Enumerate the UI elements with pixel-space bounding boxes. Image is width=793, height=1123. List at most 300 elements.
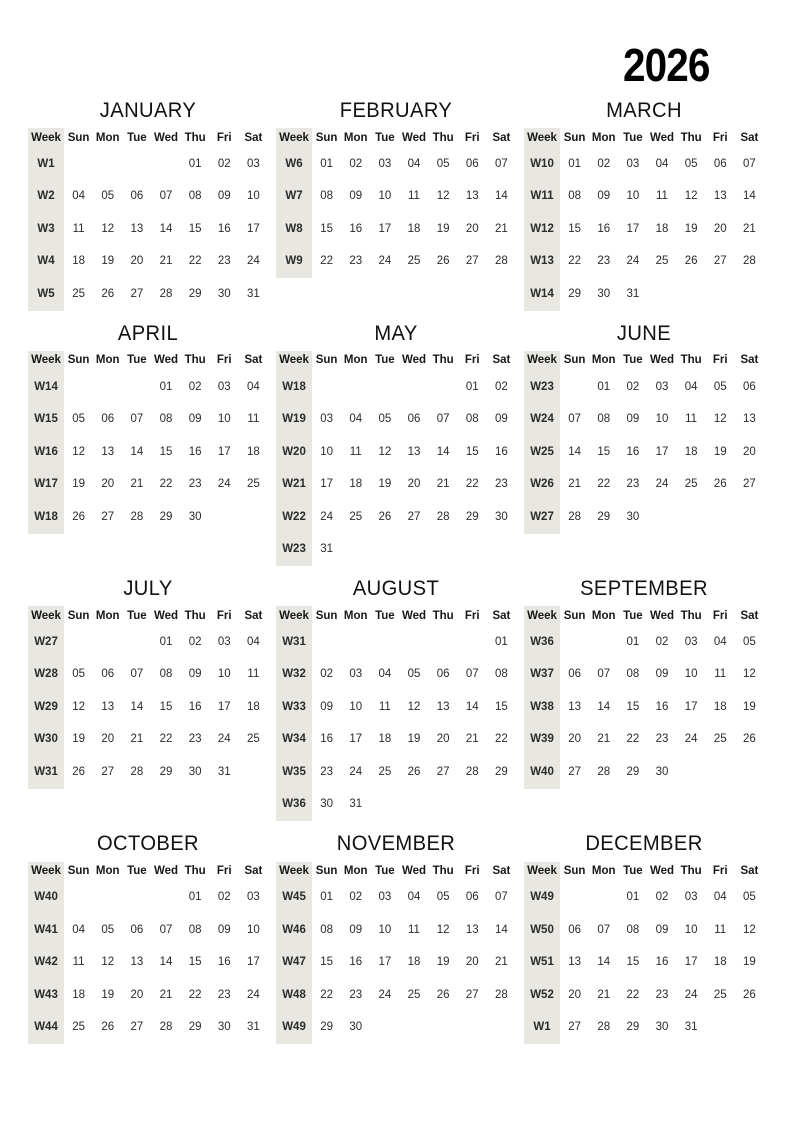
day-cell[interactable]: 07	[495, 157, 508, 170]
day-cell[interactable]: 29	[465, 510, 479, 523]
day-cell[interactable]: 18	[407, 222, 421, 235]
day-cell[interactable]: 24	[320, 510, 333, 523]
day-cell[interactable]: 23	[188, 478, 202, 490]
day-cell[interactable]: 02	[349, 891, 363, 903]
day-cell[interactable]: 11	[247, 668, 260, 681]
day-cell[interactable]: 17	[349, 733, 363, 746]
day-cell[interactable]: 29	[568, 287, 581, 300]
day-cell[interactable]: 10	[217, 413, 231, 425]
day-cell[interactable]: 05	[101, 923, 115, 936]
day-cell[interactable]: 20	[407, 478, 421, 490]
day-cell[interactable]: 05	[713, 380, 727, 393]
day-cell[interactable]: 13	[130, 222, 144, 235]
day-cell[interactable]: 02	[349, 157, 363, 170]
day-cell[interactable]: 18	[378, 733, 392, 746]
day-cell[interactable]: 30	[320, 798, 333, 811]
day-cell[interactable]: 11	[378, 700, 391, 713]
day-cell[interactable]: 21	[743, 222, 756, 235]
day-cell[interactable]: 04	[407, 891, 421, 903]
day-cell[interactable]: 02	[320, 668, 333, 681]
day-cell[interactable]: 10	[378, 190, 392, 203]
day-cell[interactable]: 16	[597, 222, 611, 235]
day-cell[interactable]: 11	[247, 413, 260, 425]
day-cell[interactable]: 26	[713, 478, 727, 490]
day-cell[interactable]: 09	[495, 413, 508, 425]
day-cell[interactable]: 05	[72, 668, 85, 681]
day-cell[interactable]: 27	[465, 255, 479, 268]
day-cell[interactable]: 19	[101, 988, 115, 1001]
day-cell[interactable]: 14	[130, 445, 144, 458]
day-cell[interactable]: 27	[743, 478, 756, 490]
day-cell[interactable]: 18	[72, 255, 85, 268]
day-cell[interactable]: 07	[568, 413, 581, 425]
day-cell[interactable]: 20	[465, 222, 479, 235]
day-cell[interactable]: 30	[349, 1021, 363, 1033]
day-cell[interactable]: 31	[320, 543, 333, 555]
day-cell[interactable]: 27	[465, 988, 479, 1001]
day-cell[interactable]: 15	[320, 956, 333, 968]
day-cell[interactable]: 16	[495, 445, 508, 458]
day-cell[interactable]: 02	[188, 380, 202, 393]
day-cell[interactable]: 03	[684, 891, 698, 903]
day-cell[interactable]: 09	[188, 413, 202, 425]
day-cell[interactable]: 03	[626, 157, 640, 170]
day-cell[interactable]: 21	[465, 733, 479, 746]
day-cell[interactable]: 26	[684, 255, 698, 268]
day-cell[interactable]: 26	[743, 988, 756, 1001]
day-cell[interactable]: 25	[684, 478, 698, 490]
day-cell[interactable]: 20	[101, 478, 115, 490]
day-cell[interactable]: 12	[436, 923, 450, 936]
day-cell[interactable]: 29	[626, 1021, 640, 1033]
day-cell[interactable]: 23	[655, 733, 669, 746]
day-cell[interactable]: 17	[626, 222, 640, 235]
day-cell[interactable]: 30	[495, 510, 508, 523]
day-cell[interactable]: 10	[247, 923, 260, 936]
day-cell[interactable]: 07	[465, 668, 479, 681]
day-cell[interactable]: 25	[713, 988, 727, 1001]
day-cell[interactable]: 14	[568, 445, 581, 458]
day-cell[interactable]: 12	[743, 923, 756, 936]
day-cell[interactable]: 20	[568, 988, 581, 1001]
day-cell[interactable]: 21	[159, 988, 173, 1001]
day-cell[interactable]: 14	[159, 222, 173, 235]
day-cell[interactable]: 13	[130, 956, 144, 968]
day-cell[interactable]: 20	[130, 255, 144, 268]
day-cell[interactable]: 28	[465, 765, 479, 778]
day-cell[interactable]: 16	[217, 956, 231, 968]
day-cell[interactable]: 24	[655, 478, 669, 490]
day-cell[interactable]: 04	[247, 635, 260, 648]
day-cell[interactable]: 15	[626, 700, 640, 713]
day-cell[interactable]: 24	[247, 988, 260, 1001]
day-cell[interactable]: 17	[655, 445, 669, 458]
day-cell[interactable]: 25	[72, 1021, 85, 1033]
day-cell[interactable]: 09	[320, 700, 333, 713]
day-cell[interactable]: 24	[247, 255, 260, 268]
day-cell[interactable]: 21	[495, 222, 508, 235]
day-cell[interactable]: 25	[407, 988, 421, 1001]
day-cell[interactable]: 31	[217, 765, 231, 778]
day-cell[interactable]: 29	[495, 765, 508, 778]
day-cell[interactable]: 02	[217, 891, 231, 903]
day-cell[interactable]: 29	[159, 765, 173, 778]
day-cell[interactable]: 28	[130, 510, 144, 523]
day-cell[interactable]: 07	[743, 157, 756, 170]
day-cell[interactable]: 28	[597, 765, 611, 778]
day-cell[interactable]: 07	[597, 923, 611, 936]
day-cell[interactable]: 04	[713, 635, 727, 648]
day-cell[interactable]: 02	[495, 380, 508, 393]
day-cell[interactable]: 23	[655, 988, 669, 1001]
day-cell[interactable]: 29	[188, 287, 202, 300]
day-cell[interactable]: 10	[320, 445, 333, 458]
day-cell[interactable]: 15	[159, 445, 173, 458]
day-cell[interactable]: 22	[597, 478, 611, 490]
day-cell[interactable]: 28	[130, 765, 144, 778]
day-cell[interactable]: 29	[320, 1021, 333, 1033]
day-cell[interactable]: 28	[568, 510, 581, 523]
day-cell[interactable]: 26	[378, 510, 392, 523]
day-cell[interactable]: 31	[626, 287, 640, 300]
day-cell[interactable]: 18	[713, 700, 727, 713]
day-cell[interactable]: 09	[655, 668, 669, 681]
day-cell[interactable]: 15	[626, 956, 640, 968]
day-cell[interactable]: 28	[597, 1021, 611, 1033]
day-cell[interactable]: 24	[217, 733, 231, 746]
day-cell[interactable]: 22	[320, 988, 333, 1001]
day-cell[interactable]: 12	[713, 413, 727, 425]
day-cell[interactable]: 15	[465, 445, 479, 458]
day-cell[interactable]: 04	[407, 157, 421, 170]
day-cell[interactable]: 23	[217, 988, 231, 1001]
day-cell[interactable]: 31	[684, 1021, 698, 1033]
day-cell[interactable]: 05	[436, 157, 450, 170]
day-cell[interactable]: 04	[247, 380, 260, 393]
day-cell[interactable]: 03	[684, 635, 698, 648]
day-cell[interactable]: 01	[159, 635, 173, 648]
day-cell[interactable]: 06	[713, 157, 727, 170]
day-cell[interactable]: 03	[247, 157, 260, 170]
day-cell[interactable]: 17	[378, 222, 392, 235]
day-cell[interactable]: 13	[407, 445, 421, 458]
day-cell[interactable]: 25	[247, 478, 260, 490]
day-cell[interactable]: 08	[159, 668, 173, 681]
day-cell[interactable]: 17	[247, 222, 260, 235]
day-cell[interactable]: 19	[378, 478, 392, 490]
day-cell[interactable]: 08	[320, 923, 333, 936]
day-cell[interactable]: 04	[72, 923, 85, 936]
day-cell[interactable]: 26	[101, 1021, 115, 1033]
day-cell[interactable]: 03	[349, 668, 363, 681]
day-cell[interactable]: 24	[378, 988, 392, 1001]
day-cell[interactable]: 23	[349, 988, 363, 1001]
day-cell[interactable]: 19	[72, 478, 85, 490]
day-cell[interactable]: 16	[349, 222, 363, 235]
day-cell[interactable]: 01	[626, 635, 640, 648]
day-cell[interactable]: 18	[349, 478, 363, 490]
day-cell[interactable]: 29	[188, 1021, 202, 1033]
day-cell[interactable]: 14	[130, 700, 144, 713]
day-cell[interactable]: 11	[714, 668, 727, 681]
day-cell[interactable]: 09	[349, 923, 363, 936]
day-cell[interactable]: 06	[436, 668, 450, 681]
day-cell[interactable]: 11	[408, 923, 420, 936]
day-cell[interactable]: 08	[320, 190, 333, 203]
day-cell[interactable]: 08	[159, 413, 173, 425]
day-cell[interactable]: 23	[320, 765, 333, 778]
day-cell[interactable]: 24	[349, 765, 363, 778]
day-cell[interactable]: 01	[159, 380, 173, 393]
day-cell[interactable]: 13	[436, 700, 450, 713]
day-cell[interactable]: 18	[407, 956, 421, 968]
day-cell[interactable]: 17	[217, 445, 231, 458]
day-cell[interactable]: 21	[436, 478, 450, 490]
day-cell[interactable]: 16	[217, 222, 231, 235]
day-cell[interactable]: 27	[713, 255, 727, 268]
day-cell[interactable]: 10	[684, 668, 698, 681]
day-cell[interactable]: 14	[436, 445, 450, 458]
day-cell[interactable]: 28	[495, 255, 508, 268]
day-cell[interactable]: 22	[159, 478, 173, 490]
day-cell[interactable]: 16	[188, 700, 202, 713]
day-cell[interactable]: 07	[159, 190, 173, 203]
day-cell[interactable]: 21	[597, 733, 611, 746]
day-cell[interactable]: 06	[130, 190, 144, 203]
day-cell[interactable]: 03	[320, 413, 333, 425]
day-cell[interactable]: 15	[597, 445, 611, 458]
day-cell[interactable]: 21	[597, 988, 611, 1001]
day-cell[interactable]: 08	[626, 668, 640, 681]
day-cell[interactable]: 04	[378, 668, 392, 681]
day-cell[interactable]: 27	[130, 287, 144, 300]
day-cell[interactable]: 13	[713, 190, 727, 203]
day-cell[interactable]: 08	[465, 413, 479, 425]
day-cell[interactable]: 19	[101, 255, 115, 268]
day-cell[interactable]: 05	[378, 413, 392, 425]
day-cell[interactable]: 19	[684, 222, 698, 235]
day-cell[interactable]: 20	[713, 222, 727, 235]
day-cell[interactable]: 31	[349, 798, 363, 811]
day-cell[interactable]: 28	[495, 988, 508, 1001]
day-cell[interactable]: 04	[713, 891, 727, 903]
day-cell[interactable]: 12	[436, 190, 450, 203]
day-cell[interactable]: 08	[597, 413, 611, 425]
day-cell[interactable]: 24	[217, 478, 231, 490]
day-cell[interactable]: 06	[568, 923, 581, 936]
day-cell[interactable]: 23	[188, 733, 202, 746]
day-cell[interactable]: 10	[349, 700, 363, 713]
day-cell[interactable]: 25	[247, 733, 260, 746]
day-cell[interactable]: 25	[407, 255, 421, 268]
day-cell[interactable]: 10	[247, 190, 260, 203]
day-cell[interactable]: 20	[436, 733, 450, 746]
day-cell[interactable]: 25	[655, 255, 669, 268]
day-cell[interactable]: 16	[626, 445, 640, 458]
day-cell[interactable]: 06	[465, 891, 479, 903]
day-cell[interactable]: 11	[349, 445, 362, 458]
day-cell[interactable]: 13	[568, 956, 581, 968]
day-cell[interactable]: 24	[378, 255, 392, 268]
day-cell[interactable]: 02	[626, 380, 640, 393]
day-cell[interactable]: 27	[568, 1021, 581, 1033]
day-cell[interactable]: 26	[436, 255, 450, 268]
day-cell[interactable]: 30	[626, 510, 640, 523]
day-cell[interactable]: 22	[568, 255, 581, 268]
day-cell[interactable]: 19	[436, 222, 450, 235]
day-cell[interactable]: 24	[626, 255, 640, 268]
day-cell[interactable]: 10	[378, 923, 392, 936]
day-cell[interactable]: 17	[378, 956, 392, 968]
day-cell[interactable]: 18	[713, 956, 727, 968]
day-cell[interactable]: 21	[568, 478, 581, 490]
day-cell[interactable]: 23	[217, 255, 231, 268]
day-cell[interactable]: 18	[655, 222, 669, 235]
day-cell[interactable]: 03	[655, 380, 669, 393]
day-cell[interactable]: 25	[378, 765, 392, 778]
day-cell[interactable]: 13	[465, 923, 479, 936]
day-cell[interactable]: 01	[465, 380, 479, 393]
day-cell[interactable]: 26	[407, 765, 421, 778]
day-cell[interactable]: 22	[626, 988, 640, 1001]
day-cell[interactable]: 16	[349, 956, 363, 968]
day-cell[interactable]: 18	[247, 445, 260, 458]
day-cell[interactable]: 31	[247, 1021, 260, 1033]
day-cell[interactable]: 09	[655, 923, 669, 936]
day-cell[interactable]: 11	[408, 190, 420, 203]
day-cell[interactable]: 28	[159, 1021, 173, 1033]
day-cell[interactable]: 06	[130, 923, 144, 936]
day-cell[interactable]: 29	[626, 765, 640, 778]
day-cell[interactable]: 31	[247, 287, 260, 300]
day-cell[interactable]: 26	[743, 733, 756, 746]
day-cell[interactable]: 21	[130, 733, 144, 746]
day-cell[interactable]: 01	[188, 157, 202, 170]
day-cell[interactable]: 30	[597, 287, 611, 300]
day-cell[interactable]: 05	[436, 891, 450, 903]
day-cell[interactable]: 07	[130, 668, 144, 681]
day-cell[interactable]: 04	[684, 380, 698, 393]
day-cell[interactable]: 30	[188, 765, 202, 778]
day-cell[interactable]: 22	[320, 255, 333, 268]
day-cell[interactable]: 04	[655, 157, 669, 170]
day-cell[interactable]: 21	[159, 255, 173, 268]
day-cell[interactable]: 05	[72, 413, 85, 425]
day-cell[interactable]: 15	[159, 700, 173, 713]
day-cell[interactable]: 11	[685, 413, 698, 425]
day-cell[interactable]: 23	[349, 255, 363, 268]
day-cell[interactable]: 17	[684, 956, 698, 968]
day-cell[interactable]: 01	[597, 380, 611, 393]
day-cell[interactable]: 01	[626, 891, 640, 903]
day-cell[interactable]: 03	[247, 891, 260, 903]
day-cell[interactable]: 01	[568, 157, 581, 170]
day-cell[interactable]: 01	[188, 891, 202, 903]
day-cell[interactable]: 15	[188, 956, 202, 968]
day-cell[interactable]: 06	[568, 668, 581, 681]
day-cell[interactable]: 22	[626, 733, 640, 746]
day-cell[interactable]: 12	[101, 956, 115, 968]
day-cell[interactable]: 29	[159, 510, 173, 523]
day-cell[interactable]: 14	[159, 956, 173, 968]
day-cell[interactable]: 27	[130, 1021, 144, 1033]
day-cell[interactable]: 22	[465, 478, 479, 490]
day-cell[interactable]: 06	[101, 668, 115, 681]
day-cell[interactable]: 30	[188, 510, 202, 523]
day-cell[interactable]: 04	[349, 413, 363, 425]
day-cell[interactable]: 28	[159, 287, 173, 300]
day-cell[interactable]: 02	[217, 157, 231, 170]
day-cell[interactable]: 18	[684, 445, 698, 458]
day-cell[interactable]: 17	[217, 700, 231, 713]
day-cell[interactable]: 09	[217, 923, 231, 936]
day-cell[interactable]: 08	[495, 668, 508, 681]
day-cell[interactable]: 07	[159, 923, 173, 936]
day-cell[interactable]: 06	[743, 380, 756, 393]
day-cell[interactable]: 27	[407, 510, 421, 523]
day-cell[interactable]: 28	[743, 255, 756, 268]
day-cell[interactable]: 11	[714, 923, 727, 936]
day-cell[interactable]: 30	[217, 1021, 231, 1033]
day-cell[interactable]: 18	[72, 988, 85, 1001]
day-cell[interactable]: 06	[101, 413, 115, 425]
day-cell[interactable]: 09	[188, 668, 202, 681]
day-cell[interactable]: 14	[597, 956, 611, 968]
day-cell[interactable]: 12	[684, 190, 698, 203]
day-cell[interactable]: 05	[743, 635, 756, 648]
day-cell[interactable]: 19	[713, 445, 727, 458]
day-cell[interactable]: 10	[626, 190, 640, 203]
day-cell[interactable]: 03	[378, 891, 392, 903]
day-cell[interactable]: 26	[72, 510, 85, 523]
day-cell[interactable]: 10	[655, 413, 669, 425]
day-cell[interactable]: 14	[495, 923, 508, 936]
day-cell[interactable]: 15	[188, 222, 202, 235]
day-cell[interactable]: 15	[568, 222, 581, 235]
day-cell[interactable]: 13	[101, 700, 115, 713]
day-cell[interactable]: 27	[436, 765, 450, 778]
day-cell[interactable]: 08	[188, 190, 202, 203]
day-cell[interactable]: 06	[407, 413, 421, 425]
day-cell[interactable]: 11	[656, 190, 668, 203]
day-cell[interactable]: 04	[72, 190, 85, 203]
day-cell[interactable]: 25	[349, 510, 363, 523]
day-cell[interactable]: 07	[436, 413, 450, 425]
day-cell[interactable]: 01	[320, 157, 333, 170]
day-cell[interactable]: 19	[407, 733, 421, 746]
day-cell[interactable]: 15	[495, 700, 508, 713]
day-cell[interactable]: 23	[626, 478, 640, 490]
day-cell[interactable]: 16	[655, 700, 669, 713]
day-cell[interactable]: 14	[597, 700, 611, 713]
day-cell[interactable]: 03	[217, 635, 231, 648]
day-cell[interactable]: 02	[188, 635, 202, 648]
day-cell[interactable]: 19	[743, 700, 756, 713]
day-cell[interactable]: 05	[101, 190, 115, 203]
day-cell[interactable]: 20	[743, 445, 756, 458]
day-cell[interactable]: 22	[188, 988, 202, 1001]
day-cell[interactable]: 16	[320, 733, 333, 746]
day-cell[interactable]: 13	[101, 445, 115, 458]
day-cell[interactable]: 25	[72, 287, 85, 300]
day-cell[interactable]: 30	[655, 765, 669, 778]
day-cell[interactable]: 20	[465, 956, 479, 968]
day-cell[interactable]: 10	[684, 923, 698, 936]
day-cell[interactable]: 01	[495, 635, 508, 648]
day-cell[interactable]: 21	[130, 478, 144, 490]
day-cell[interactable]: 27	[101, 765, 115, 778]
day-cell[interactable]: 26	[436, 988, 450, 1001]
